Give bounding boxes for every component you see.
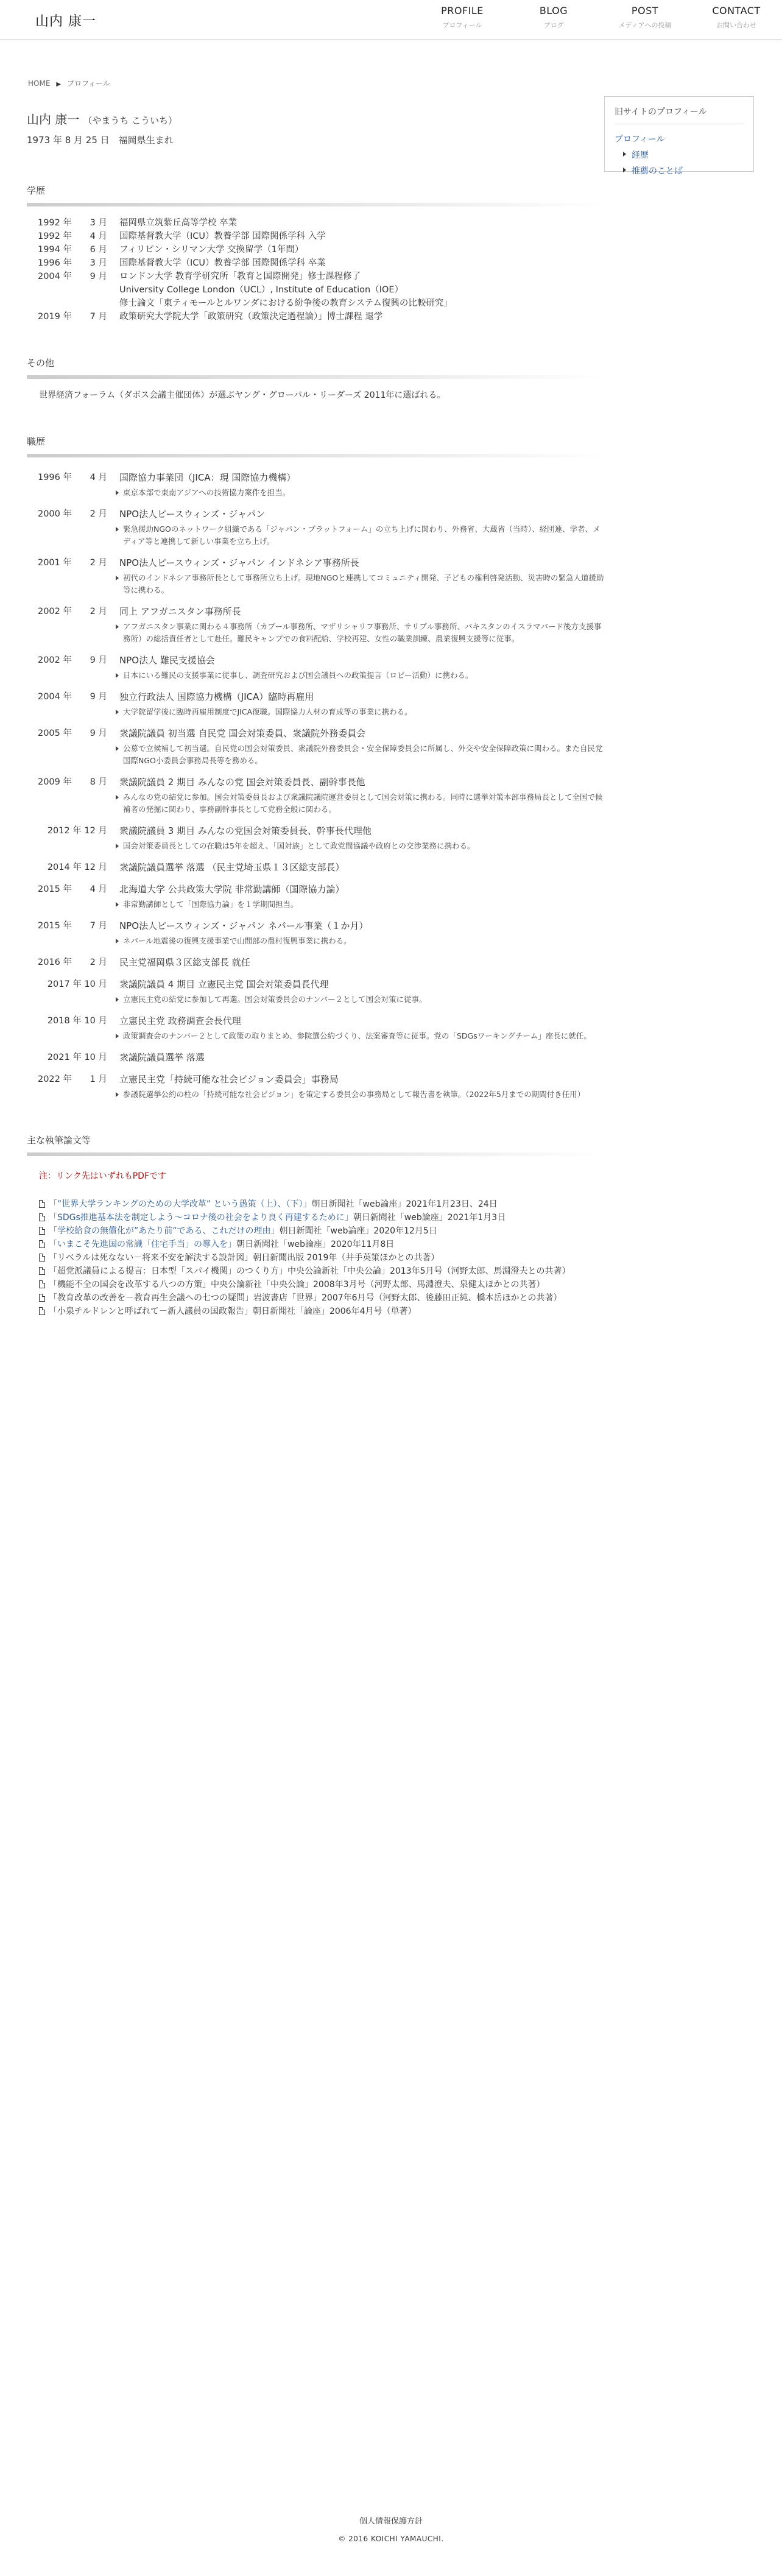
- publication-text: [49, 1305, 605, 1318]
- row-description: 同上 アフガニスタン事務所長: [119, 606, 241, 617]
- career-detail: 政策調査会のナンバー２として政策の取りまとめ、参院選公約づくり、法案審査等に従事。党の「SDGsワーキングチーム」座長に就任。: [116, 1030, 605, 1042]
- education-row: [27, 230, 605, 243]
- career-row: [27, 471, 605, 484]
- nav-label: BLOG: [539, 5, 568, 16]
- publication-source: 朝日新聞社「web論座」2020年11月8日: [236, 1240, 395, 1249]
- publication-link[interactable]: 「いまこそ先進国の常識「住宅手当」の導入を」: [49, 1240, 236, 1249]
- row-month: 3 月: [90, 258, 107, 268]
- nav-label: CONTACT: [712, 5, 761, 16]
- education-row: [27, 297, 605, 310]
- publication-source: 朝日新聞社「web論座」2021年1月3日: [353, 1213, 506, 1223]
- nav-label: POST: [631, 5, 659, 16]
- row-month: 9 月: [90, 655, 107, 665]
- career-detail: 東京本部で東南アジアへの技術協力案件を担当。: [116, 487, 605, 499]
- row-year: 2005 年: [37, 729, 72, 738]
- pdf-notice: 注：リンク先はいずれもPDFです: [39, 1171, 166, 1181]
- birth-info: 1973 年 8 月 25 日 福岡県生まれ: [27, 135, 174, 146]
- breadcrumb-current: プロフィール: [67, 79, 110, 88]
- row-year: 2004 年: [37, 272, 72, 281]
- row-year: 2002 年: [37, 655, 72, 665]
- row-description: NPO法人ピースウィンズ・ジャパン: [119, 509, 266, 520]
- career-detail: 公募で立候補して初当選。自民党の国会対策委員、衆議院外務委員会・安全保障委員会に所属し、外交や安全保障政策に関わる。また自民党国際NGO小委員会事務局長等を務める。: [116, 743, 605, 767]
- career-detail: 立憲民主党の結党に参加して再選。国会対策委員会のナンバー２として国会対策に従事。: [116, 993, 605, 1006]
- row-year: 2001 年: [37, 558, 72, 568]
- career-row: [27, 883, 605, 896]
- site-header: [0, 0, 782, 40]
- nav-sublabel: プロフィール: [442, 21, 482, 29]
- section-title: その他: [27, 358, 55, 369]
- career-section: [27, 435, 605, 1101]
- career-detail: 国会対策委員長としての在職は5年を超え、「国対族」として政党間協議や政府との交渉業務に携わる。: [116, 840, 605, 852]
- other-text: 世界経済フォーラム（ダボス会議主催団体）が選ぶヤング・グローバル・リーダーズ 2011年に選ばれる。: [39, 390, 446, 400]
- name-kana: （やまうち こういち）: [83, 115, 178, 126]
- section-title: 職歴: [27, 436, 46, 447]
- sidebar-link-recommendation[interactable]: 推薦のことば: [623, 164, 744, 177]
- publication-item: [27, 1224, 605, 1238]
- row-description: 国際協力事業団（JICA：現 国際協力機構）: [119, 472, 296, 483]
- section-divider: [27, 1152, 605, 1156]
- nav-post[interactable]: [599, 0, 691, 39]
- career-row: [27, 1014, 605, 1028]
- row-year: 1996 年: [37, 473, 72, 482]
- publication-source: 「機能不全の国会を改革する八つの方策」中央公論新社「中央公論」2008年3月号（河野太郎、馬淵澄夫、泉健太ほかとの共著）: [49, 1280, 545, 1290]
- section-title: 主な執筆論文等: [27, 1135, 91, 1146]
- row-year: 2021 年 10 月: [47, 1053, 107, 1062]
- row-description: 衆議院議員 4 期目 立憲民主党 国会対策委員長代理: [119, 979, 329, 990]
- nav-sublabel: お問い合わせ: [716, 21, 756, 29]
- row-description: NPO法人ピースウィンズ・ジャパン ネパール事業（１か月）: [119, 920, 368, 931]
- sidebar-widget: [604, 96, 754, 176]
- publication-text: [49, 1198, 605, 1211]
- publication-text: [49, 1238, 605, 1251]
- publication-link[interactable]: 「”世界大学ランキングのための大学改革” という愚策（上）、（下）」: [49, 1199, 312, 1209]
- publication-link[interactable]: 「学校給食の無償化が”あたり前”である、これだけの理由」: [49, 1226, 280, 1236]
- row-description: NPO法人 難民支援協会: [119, 655, 215, 666]
- row-year: 2000 年: [37, 509, 72, 519]
- row-description: 立憲民主党 政務調査会長代理: [119, 1015, 241, 1026]
- career-row: [27, 861, 605, 874]
- nav-profile[interactable]: [417, 0, 508, 39]
- row-month: 2 月: [90, 509, 107, 519]
- row-year: 2022 年: [37, 1075, 72, 1084]
- publication-item: [27, 1211, 605, 1224]
- career-item: [27, 824, 605, 852]
- career-item: [27, 1073, 605, 1101]
- publication-item: [27, 1278, 605, 1291]
- publication-list: [27, 1198, 605, 1318]
- row-description: 国際基督教大学（ICU）教養学部 国際関係学科 入学: [119, 231, 326, 241]
- row-description: 民主党福岡県３区総支部長 就任: [119, 957, 250, 968]
- row-month: 2 月: [90, 607, 107, 616]
- row-description: 独立行政法人 国際協力機構（JICA）臨時再雇用: [119, 691, 314, 702]
- publication-text: [49, 1251, 605, 1265]
- nav-sublabel: メディアへの投稿: [618, 21, 672, 29]
- career-item: [27, 956, 605, 969]
- site-footer: [0, 2514, 782, 2543]
- publication-text: [49, 1211, 605, 1224]
- section-title: 学歴: [27, 185, 46, 196]
- nav-sublabel: ブログ: [543, 21, 564, 29]
- career-detail: みんなの党の結党に参加。国会対策委員長および衆議院議院運営委員として国会対策に携わる。同時に選挙対策本部事務局長として全国で候補者の発掘に関わり、事務副幹事長として党務全般に関わる。: [116, 791, 605, 816]
- publication-source: 「超党派議員による提言：日本型「スパイ機関」のつくり方」中央公論新社「中央公論」2013年5月号（河野太郎、馬淵澄夫との共著）: [49, 1266, 571, 1276]
- career-detail: アフガニスタン事業に関わる４事務所（カブール事務所、マザリシャリフ事務所、サリプル事務所、パキスタンのイスラマバード後方支援事務所）の総括責任者として赴任。難民キャンプでの食料配給、学校再建、女性の職業訓練、農業復興支援等に従事。: [116, 621, 605, 645]
- row-year: 1994 年: [37, 245, 72, 255]
- row-month: 8 月: [90, 777, 107, 787]
- row-month: 4 月: [90, 473, 107, 482]
- section-divider: [27, 203, 605, 206]
- career-item: [27, 654, 605, 682]
- document-icon: [39, 1200, 45, 1208]
- row-description: 衆議院議員 2 期目 みんなの党 国会対策委員長、副幹事長他: [119, 777, 365, 788]
- publication-link[interactable]: 「SDGs推進基本法を制定しよう～コロナ後の社会をより良く再建するために」: [49, 1213, 353, 1223]
- sidebar-link-career[interactable]: 経歴: [623, 149, 744, 161]
- career-item: [27, 861, 605, 874]
- career-item: [27, 775, 605, 816]
- publication-source: 「リベラルは死なない－将来不安を解決する設計図」朝日新聞出版 2019年（井手英策ほかとの共著）: [49, 1253, 440, 1263]
- main-content: [27, 110, 605, 1318]
- education-row: [27, 243, 605, 256]
- publication-text: [49, 1278, 605, 1291]
- career-detail: 非常勤講師として「国際協力論」を１学期間担当。: [116, 898, 605, 911]
- row-year: 2012 年 12 月: [47, 826, 107, 836]
- row-description: ロンドン大学 教育学研究所「教育と国際開発」修士課程修了: [119, 272, 361, 281]
- row-month: 7 月: [90, 312, 107, 322]
- row-description: 国際基督教大学（ICU）教養学部 国際関係学科 卒業: [119, 258, 326, 268]
- row-year: 2019 年: [37, 312, 72, 322]
- row-month: 1 月: [90, 1075, 107, 1084]
- row-month: 2 月: [90, 958, 107, 967]
- profile-name: [27, 110, 605, 127]
- career-item: [27, 1014, 605, 1042]
- row-description: 衆議院議員選挙 落選 （民主党埼玉県１３区総支部長）: [119, 862, 345, 873]
- education-section: [27, 184, 605, 323]
- row-description: University College London（UCL）, Institute of Education（IOE）: [119, 285, 404, 295]
- career-item: [27, 690, 605, 718]
- row-year: 2015 年: [37, 884, 72, 894]
- document-icon: [39, 1267, 45, 1275]
- education-list: [27, 216, 605, 323]
- row-month: 4 月: [90, 884, 107, 894]
- row-description: 衆議院議員 初当選 自民党 国会対策委員、衆議院外務委員会: [119, 728, 366, 739]
- career-detail: 緊急援助NGOのネットワーク組織である「ジャパン・プラットフォーム」の立ち上げに関わり、外務省、大蔵省（当時）、経団連、学者、メディア等と連携して新しい事業を立ち上げ。: [116, 523, 605, 548]
- publications-section: [27, 1134, 605, 1318]
- row-year: 2002 年: [37, 607, 72, 616]
- career-row: [27, 556, 605, 570]
- section-divider: [27, 375, 605, 379]
- document-icon: [39, 1280, 45, 1288]
- education-row: [27, 216, 605, 230]
- publication-source: 「教育改革の改善を－教育再生会議への七つの疑問」岩波書店「世界」2007年6月号（河野太郎、後藤田正純、橋本岳ほかとの共著）: [49, 1293, 562, 1303]
- nav-label: PROFILE: [441, 5, 484, 16]
- row-month: 6 月: [90, 245, 107, 255]
- row-month: 9 月: [90, 272, 107, 281]
- career-item: [27, 978, 605, 1006]
- row-month: 2 月: [90, 558, 107, 568]
- career-row: [27, 775, 605, 789]
- row-description: NPO法人ピースウィンズ・ジャパン インドネシア事務所長: [119, 557, 359, 568]
- row-year: 1996 年: [37, 258, 72, 268]
- copyright: © 2016 KOICHI YAMAUCHI.: [338, 2535, 444, 2543]
- row-month: 7 月: [90, 921, 107, 931]
- career-item: [27, 1051, 605, 1064]
- row-description: 北海道大学 公共政策大学院 非常勤講師（国際協力論）: [119, 884, 345, 895]
- name-text: 山内 康一: [27, 112, 80, 127]
- education-row: [27, 310, 605, 323]
- sidebar-link-profile[interactable]: プロフィール: [615, 135, 665, 144]
- career-detail: 初代のインドネシア事務所長として事務所立ち上げ。現地NGOと連携してコミュニティ開発、子どもの権利啓発活動、災害時の緊急人道援助等に携わる。: [116, 572, 605, 596]
- career-row: [27, 956, 605, 969]
- breadcrumb-home[interactable]: HOME: [28, 79, 51, 88]
- education-row: [27, 283, 605, 297]
- career-row: [27, 1073, 605, 1086]
- document-icon: [39, 1294, 45, 1302]
- nav-blog[interactable]: [508, 0, 599, 39]
- row-year: 2009 年: [37, 777, 72, 787]
- row-year: 2018 年 10 月: [47, 1016, 107, 1026]
- career-detail: ネパール地震後の復興支援事業で山間部の農村復興事業に携わる。: [116, 935, 605, 947]
- row-year: 1992 年: [37, 231, 72, 241]
- document-icon: [39, 1227, 45, 1235]
- publication-text: [49, 1224, 605, 1238]
- career-item: [27, 471, 605, 499]
- career-item: [27, 507, 605, 548]
- career-row: [27, 1051, 605, 1064]
- career-row: [27, 605, 605, 618]
- publication-source: 「小泉チルドレンと呼ばれて－新人議員の国政報告」朝日新聞社「論座」2006年4月号（単著）: [49, 1307, 417, 1316]
- row-month: 3 月: [90, 218, 107, 228]
- row-year: 2016 年: [37, 958, 72, 967]
- publication-item: [27, 1291, 605, 1305]
- row-year: 2015 年: [37, 921, 72, 931]
- publication-item: [27, 1238, 605, 1251]
- privacy-policy-link[interactable]: 個人情報保護方針: [359, 2517, 423, 2526]
- career-detail: 日本にいる難民の支援事業に従事し、調査研究および国会議員への政策提言（ロビー活動）に携わる。: [116, 669, 605, 682]
- row-month: 9 月: [90, 729, 107, 738]
- row-month: 4 月: [90, 231, 107, 241]
- publication-item: [27, 1305, 605, 1318]
- career-row: [27, 978, 605, 991]
- chevron-right-icon: ▶: [56, 81, 62, 88]
- row-description: 政策研究大学院大学「政策研究（政策決定過程論）」博士課程 退学: [119, 312, 383, 322]
- section-divider: [27, 454, 605, 457]
- publication-item: [27, 1265, 605, 1278]
- career-row: [27, 507, 605, 521]
- education-row: [27, 270, 605, 283]
- career-row: [27, 919, 605, 933]
- row-description: 衆議院議員 3 期目 みんなの党国会対策委員長、幹事長代理他: [119, 825, 372, 836]
- career-row: [27, 654, 605, 667]
- row-description: 立憲民主党「持続可能な社会ビジョン委員会」事務局: [119, 1074, 339, 1085]
- career-item: [27, 883, 605, 911]
- row-description: フィリピン・シリマン大学 交換留学（1年間）: [119, 245, 304, 255]
- row-year: 2014 年 12 月: [47, 863, 107, 872]
- breadcrumb: [28, 78, 110, 88]
- row-year: 2004 年: [37, 692, 72, 702]
- site-title[interactable]: 山内 康一: [35, 14, 96, 29]
- row-year: 2017 年 10 月: [47, 979, 107, 989]
- education-row: [27, 256, 605, 270]
- publication-item: [27, 1198, 605, 1211]
- row-description: 修士論文「東ティモールとルワンダにおける紛争後の教育システム復興の比較研究」: [119, 298, 453, 308]
- publication-source: 朝日新聞社「web論座」2020年12月5日: [279, 1226, 437, 1236]
- publication-item: [27, 1251, 605, 1265]
- row-description: 衆議院議員選挙 落選: [119, 1052, 205, 1063]
- publication-text: [49, 1265, 605, 1278]
- career-detail: 大学院留学後に臨時再雇用制度でJICA復職。国際協力人材の育成等の事業に携わる。: [116, 706, 605, 718]
- career-row: [27, 824, 605, 838]
- document-icon: [39, 1254, 45, 1262]
- career-row: [27, 727, 605, 740]
- document-icon: [39, 1240, 45, 1248]
- other-section: [27, 356, 605, 402]
- row-year: 1992 年: [37, 218, 72, 228]
- sidebar-title: 旧サイトのプロフィール: [615, 105, 744, 124]
- publication-source: 朝日新聞社「web論座」2021年1月23日、24日: [311, 1199, 498, 1209]
- document-icon: [39, 1307, 45, 1315]
- row-month: 9 月: [90, 692, 107, 702]
- row-description: 福岡県立筑紫丘高等学校 卒業: [119, 218, 238, 228]
- career-item: [27, 727, 605, 767]
- career-list: [27, 471, 605, 1101]
- career-item: [27, 605, 605, 645]
- publication-text: [49, 1291, 605, 1305]
- career-item: [27, 919, 605, 947]
- career-row: [27, 690, 605, 704]
- career-detail: 参議院選挙公約の柱の「持続可能な社会ビジョン」を策定する委員会の事務局として報告書を執筆。（2022年5月までの期間付き任用）: [116, 1089, 605, 1101]
- document-icon: [39, 1213, 45, 1221]
- career-item: [27, 556, 605, 596]
- nav-contact[interactable]: [691, 0, 782, 39]
- main-nav: [417, 0, 782, 39]
